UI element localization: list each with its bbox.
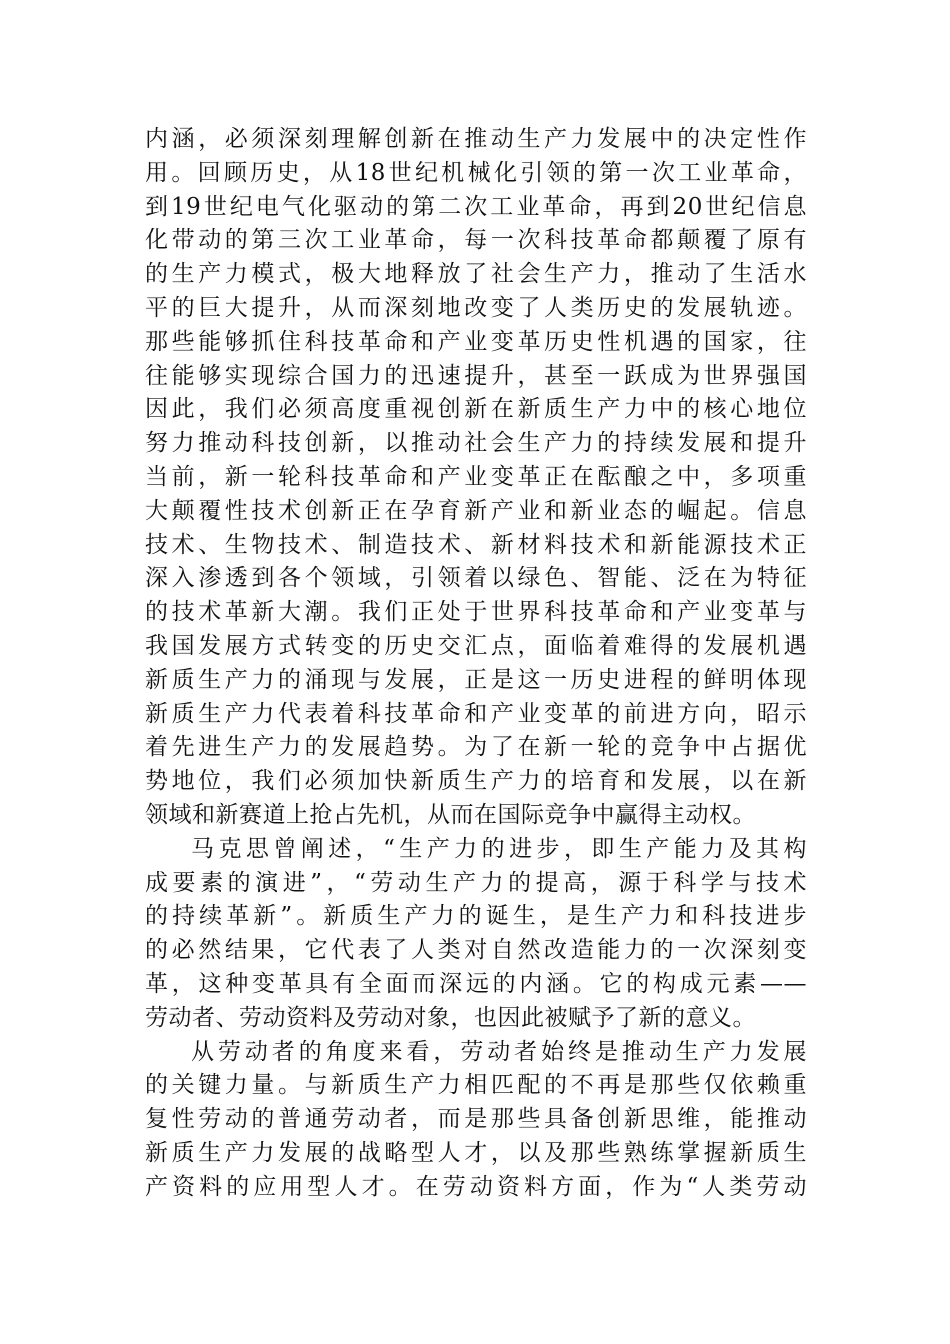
text-line: 的关键力量。与新质生产力相匹配的不再是那些仅依赖重 (145, 1072, 807, 1099)
text-line: 内涵，必须深刻理解创新在推动生产力发展中的决定性作 (145, 126, 807, 152)
text-line: 的技术革新大潮。我们正处于世界科技革命和产业变革与 (145, 599, 807, 626)
text-line: 劳动者、劳动资料及劳动对象，也因此被赋予了新的意义。 (145, 1004, 756, 1031)
text-line: 产资料的应用型人才。在劳动资料方面，作为“人类劳动 (145, 1173, 807, 1200)
text-line: 技术、生物技术、制造技术、新材料技术和新能源技术正 (145, 531, 807, 558)
text-line: 往能够实现综合国力的迅速提升，甚至一跃成为世界强国 (145, 362, 807, 389)
text-line: 着先进生产力的发展趋势。为了在新一轮的竞争中占据优 (145, 734, 807, 761)
text-line: 的生产力模式，极大地释放了社会生产力，推动了生活水 (145, 261, 807, 288)
text-line: 大颠覆性技术创新正在孕育新产业和新业态的崛起。信息 (145, 497, 807, 524)
text-line: 深入渗透到各个领域，引领着以绿色、智能、泛在为特征 (145, 565, 807, 592)
text-line: 那些能够抓住科技革命和产业变革历史性机遇的国家，往 (145, 328, 807, 355)
text-line: 平的巨大提升，从而深刻地改变了人类历史的发展轨迹。 (145, 294, 807, 321)
text-line: 的必然结果，它代表了人类对自然改造能力的一次深刻变 (145, 937, 807, 964)
text-line: 到19世纪电气化驱动的第二次工业革命，再到20世纪信息 (145, 193, 807, 220)
text-line: 革，这种变革具有全面而深远的内涵。它的构成元素—— (145, 970, 807, 997)
text-line: 的持续革新”。新质生产力的诞生，是生产力和科技进步 (145, 903, 807, 930)
text-line: 新质生产力代表着科技革命和产业变革的前进方向，昭示 (145, 700, 807, 727)
text-line: 复性劳动的普通劳动者，而是那些具备创新思维，能推动 (145, 1106, 807, 1133)
text-line: 努力推动科技创新，以推动社会生产力的持续发展和提升 (145, 430, 807, 457)
text-line: 用。回顾历史，从18世纪机械化引领的第一次工业革命， (145, 159, 807, 186)
text-line: 马克思曾阐述，“生产力的进步，即生产能力及其构 (191, 835, 807, 862)
text-line: 势地位，我们必须加快新质生产力的培育和发展，以在新 (145, 768, 807, 795)
text-line: 当前，新一轮科技革命和产业变革正在酝酿之中，多项重 (145, 463, 807, 490)
text-line: 我国发展方式转变的历史交汇点，面临着难得的发展机遇 (145, 632, 807, 659)
text-line: 从劳动者的角度来看，劳动者始终是推动生产力发展 (191, 1038, 807, 1065)
text-line: 化带动的第三次工业革命，每一次科技革命都颠覆了原有 (145, 227, 807, 254)
body-text (145, 123, 807, 1205)
text-line: 新质生产力的涌现与发展，正是这一历史进程的鲜明体现 (145, 666, 807, 693)
text-line: 因此，我们必须高度重视创新在新质生产力中的核心地位 (145, 396, 807, 423)
text-line: 领域和新赛道上抢占先机，从而在国际竞争中赢得主动权。 (145, 801, 756, 828)
text-line: 成要素的演进”，“劳动生产力的提高，源于科学与技术 (145, 869, 807, 896)
text-line: 新质生产力发展的战略型人才，以及那些熟练掌握新质生 (145, 1139, 807, 1166)
